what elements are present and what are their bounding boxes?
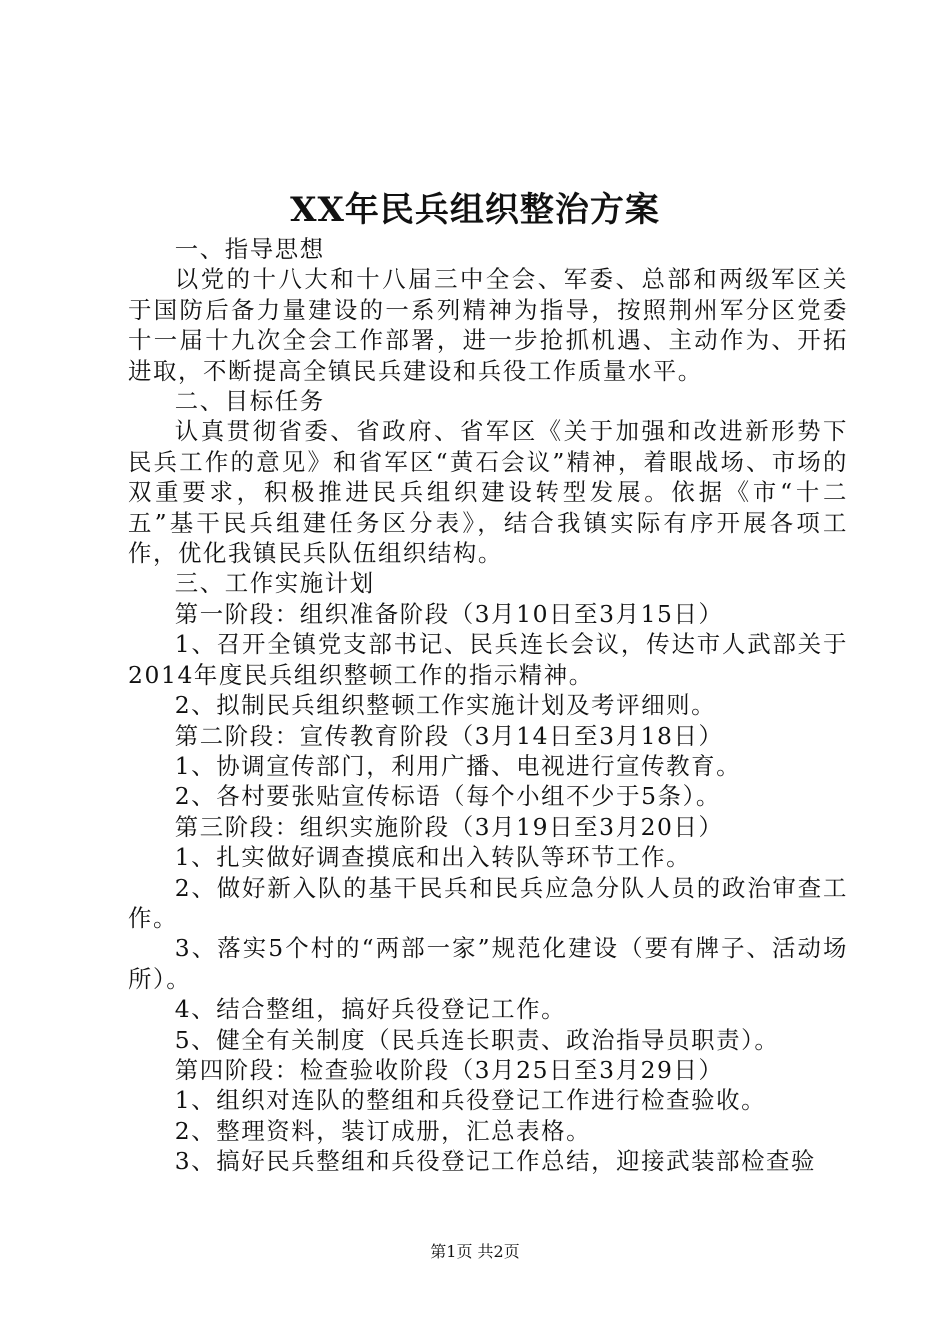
list-item: 3、落实5个村的“两部一家”规范化建设（要有牌子、活动场所）。 <box>128 934 848 993</box>
section-heading-implementation-plan: 三、工作实施计划 <box>174 569 375 598</box>
section-heading-goals: 二、目标任务 <box>174 387 325 416</box>
phase-heading-2: 第二阶段：宣传教育阶段（3月14日至3月18日） <box>174 721 724 750</box>
document-title: XX年民兵组织整治方案 <box>290 190 660 230</box>
list-item: 2、整理资料，装订成册，汇总表格。 <box>174 1116 592 1145</box>
phase-heading-1: 第一阶段：组织准备阶段（3月10日至3月15日） <box>174 599 724 628</box>
document-body <box>128 234 848 1177</box>
paragraph-goals: 认真贯彻省委、省政府、省军区《关于加强和改进新形势下民兵工作的意见》和省军区“黄石会议”精神，着眼战场、市场的双重要求，积极推进民兵组织建设转型发展。依据《市“十二五”基干民兵组建任务区分表》，结合我镇实际有序开展各项工作，优化我镇民兵队伍组织结构。 <box>128 417 848 568</box>
list-item: 5、健全有关制度（民兵连长职责、政治指导员职责）。 <box>174 1025 780 1054</box>
paragraph-guiding-ideology: 以党的十八大和十八届三中全会、军委、总部和两级军区关于国防后备力量建设的一系列精神为指导，按照荆州军分区党委十一届十九次全会工作部署，进一步抢抓机遇、主动作为、开拓进取，不断提高全镇民兵建设和兵役工作质量水平。 <box>128 265 848 385</box>
phase-heading-3: 第三阶段：组织实施阶段（3月19日至3月20日） <box>174 812 724 841</box>
list-item: 1、扎实做好调查摸底和出入转队等环节工作。 <box>174 843 692 872</box>
list-item: 2、拟制民兵组织整顿工作实施计划及考评细则。 <box>174 691 717 720</box>
list-item: 2、各村要张贴宣传标语（每个小组不少于5条）。 <box>174 782 721 811</box>
list-item: 2、做好新入队的基干民兵和民兵应急分队人员的政治审查工作。 <box>128 873 848 932</box>
list-item: 1、召开全镇党支部书记、民兵连长会议，传达市人武部关于2014年度民兵组织整顿工作的指示精神。 <box>128 630 848 689</box>
list-item: 1、组织对连队的整组和兵役登记工作进行检查验收。 <box>174 1086 767 1115</box>
section-heading-guiding-ideology: 一、指导思想 <box>174 235 325 263</box>
list-item: 4、结合整组，搞好兵役登记工作。 <box>174 995 567 1024</box>
list-item: 3、搞好民兵整组和兵役登记工作总结，迎接武装部检查验 <box>174 1147 817 1176</box>
phase-heading-4: 第四阶段：检查验收阶段（3月25日至3月29日） <box>174 1055 724 1084</box>
list-item: 1、协调宣传部门，利用广播、电视进行宣传教育。 <box>174 751 742 780</box>
page-number-footer: 第1页 共2页 <box>430 1242 520 1261</box>
